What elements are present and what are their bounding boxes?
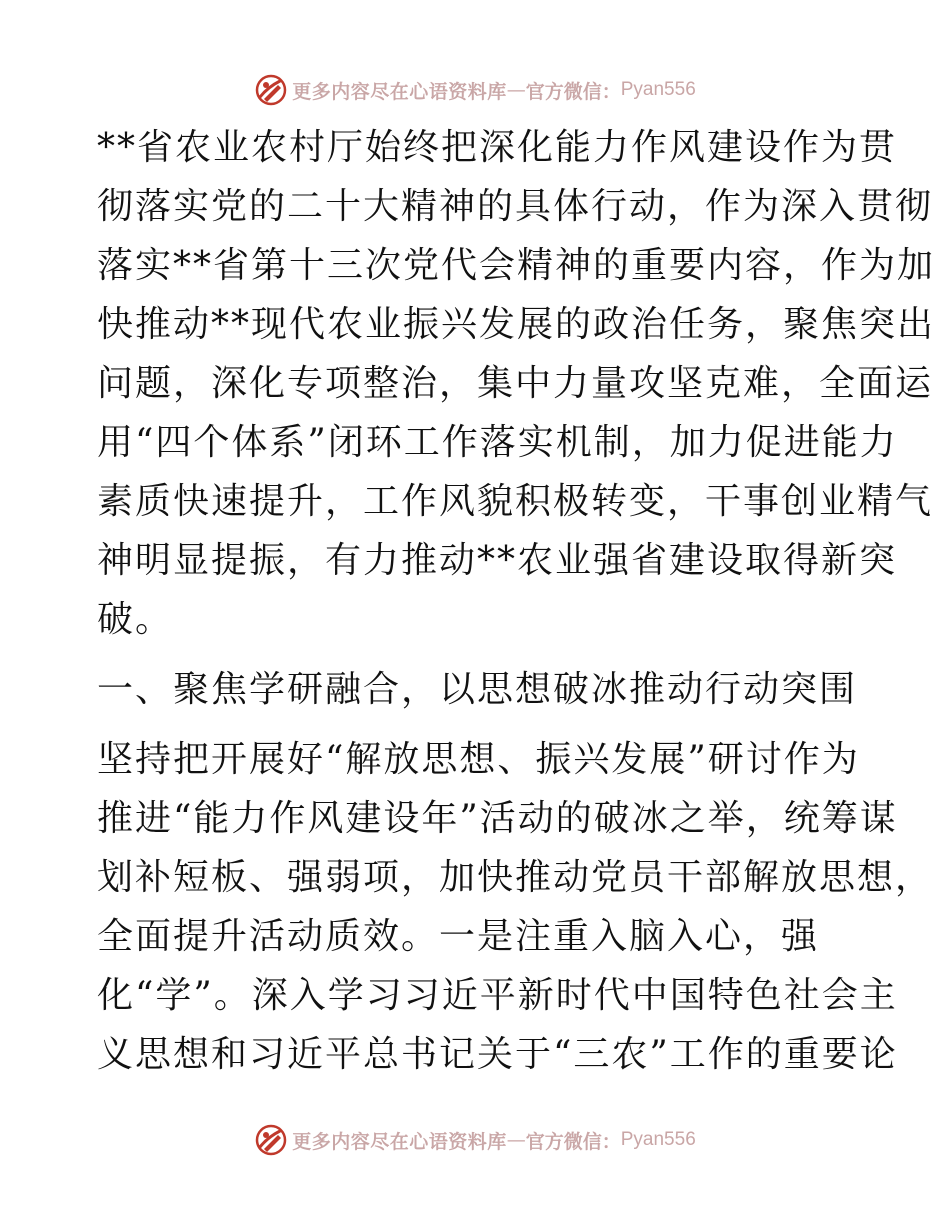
pen-logo-icon: [254, 1123, 288, 1157]
pen-logo-icon: [254, 73, 288, 107]
text-line: 推进“能力作风建设年”活动的破冰之举，统筹谋: [97, 798, 898, 839]
banner-account-id: Pyan556: [620, 1129, 696, 1150]
paragraph-section-one: [97, 730, 934, 1084]
text-line: 全面提升活动质效。一是注重入脑入心，强: [97, 916, 820, 957]
footer-watermark-banner: [0, 1120, 950, 1160]
banner-account-id: Pyan556: [620, 79, 696, 100]
text-line: 用“四个体系”闭环工作落实机制，加力促进能力: [97, 422, 898, 463]
paragraph-intro: [97, 118, 936, 649]
text-line: 落实**省第十三次党代会精神的重要内容，作为加: [97, 245, 936, 286]
text-line: 划补短板、强弱项，加快推动党员干部解放思想，: [97, 857, 934, 898]
text-line: 破。: [97, 599, 174, 640]
banner-separator: —: [506, 1129, 526, 1151]
document-body: [97, 118, 936, 1084]
section-heading: 一、聚焦学研融合，以思想破冰推动行动突围: [97, 669, 858, 710]
banner-official-label: 官方微信：: [525, 80, 621, 103]
banner-separator: —: [506, 79, 526, 101]
text-line: 坚持把开展好“解放思想、振兴发展”研讨作为: [97, 739, 860, 780]
text-line: 化“学”。深入学习习近平新时代中国特色社会主: [97, 975, 898, 1016]
banner-official-label: 官方微信：: [525, 1130, 621, 1153]
text-line: 素质快速提升，工作风貌积极转变，干事创业精气: [97, 481, 934, 522]
text-line: 义思想和习近平总书记关于“三农”工作的重要论: [97, 1034, 898, 1075]
text-line: 神明显提振，有力推动**农业强省建设取得新突: [97, 540, 898, 581]
text-line: **省农业农村厅始终把深化能力作风建设作为贯: [97, 127, 898, 168]
text-line: 彻落实党的二十大精神的具体行动，作为深入贯彻: [97, 186, 934, 227]
banner-brand-text: 更多内容尽在心语资料库: [292, 1130, 507, 1153]
header-watermark-banner: [0, 70, 950, 110]
banner-brand-text: 更多内容尽在心语资料库: [292, 80, 507, 103]
text-line: 快推动**现代农业振兴发展的政治任务，聚焦突出: [97, 304, 936, 345]
text-line: 问题，深化专项整治，集中力量攻坚克难，全面运: [97, 363, 934, 404]
